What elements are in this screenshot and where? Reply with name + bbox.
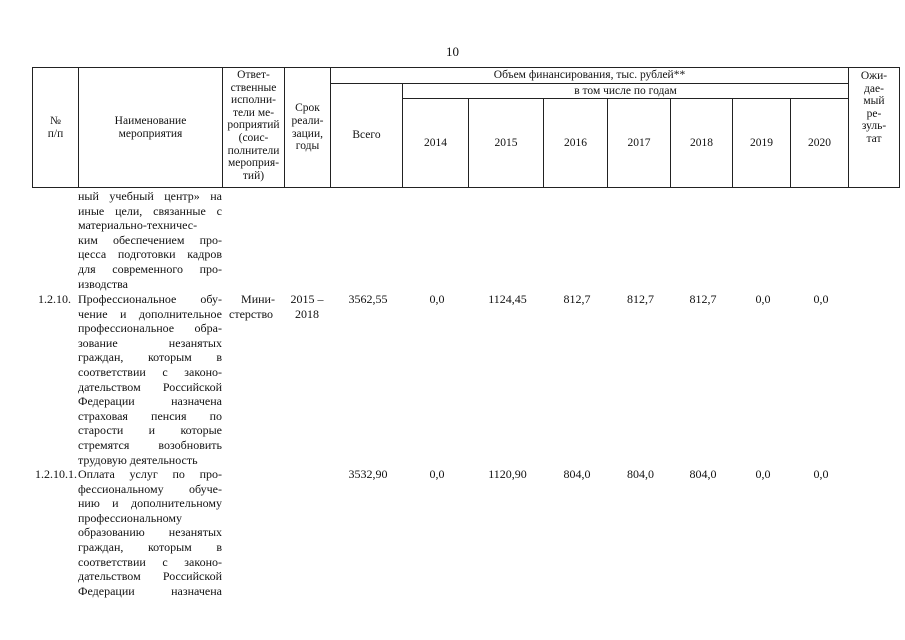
header-name: Наименование мероприятия — [79, 68, 223, 188]
header-term: Срок реали- зации, годы — [285, 68, 331, 188]
header-by-years: в том числе по годам — [403, 84, 849, 99]
row-responsible: Мини- стерство — [229, 292, 275, 321]
row-name: Оплата услуг по про- фессиональному обуче- нию и дополнительному профессиональному образованию незанятых граждан, которым в соответствии с законо- дательством Российской Федерации назначена — [78, 467, 222, 598]
row-2020: 0,0 — [813, 467, 829, 481]
header-year-2018: 2018 — [671, 99, 733, 188]
row-number: 1.2.10. — [38, 292, 71, 306]
row-2015: 1120,90 — [488, 467, 527, 481]
header-year-2017: 2017 — [608, 99, 671, 188]
header-year-2015: 2015 — [469, 99, 544, 188]
row-2020: 0,0 — [813, 292, 829, 306]
row-2017: 804,0 — [627, 467, 654, 481]
row-2019: 0,0 — [755, 467, 771, 481]
row-number: 1.2.10.1. — [35, 467, 77, 481]
row-2018: 812,7 — [689, 292, 717, 306]
header-year-2016: 2016 — [544, 99, 608, 188]
row-name: Профессиональное обу- чение и дополнительное профессиональное обра- зование незанятых граждан, которым в соответствии с законо- дательством Российской Федерации назначена страховая пенсия по старости и которые стремятся возобновить трудовую деятельность — [78, 292, 222, 467]
row-2016: 804,0 — [563, 467, 591, 481]
continuation-text: ный учебный центр» на иные цели, связанные с материально-техничес- ким обеспечением про- цесса подготовки кадров для современного про- изводства — [78, 189, 222, 291]
row-total: 3532,90 — [348, 467, 388, 481]
row-2017: 812,7 — [627, 292, 654, 306]
header-total: Всего — [331, 84, 403, 188]
row-term: 2015 – 2018 — [290, 292, 324, 321]
header-year-2019: 2019 — [733, 99, 791, 188]
page-number: 10 — [446, 44, 459, 59]
row-2014: 0,0 — [429, 467, 445, 481]
header-responsible: Ответ- ственные исполни- тели ме- роприятий (соис- полнители мероприя- тий) — [223, 68, 285, 188]
header-num: № п/п — [33, 68, 79, 188]
row-2014: 0,0 — [429, 292, 445, 306]
header-year-2014: 2014 — [403, 99, 469, 188]
row-2015: 1124,45 — [488, 292, 527, 306]
header-result: Ожи- дае- мый ре- зуль- тат — [849, 68, 900, 188]
row-2018: 804,0 — [689, 467, 717, 481]
header-funding: Объем финансирования, тыс. рублей** — [331, 68, 849, 84]
header-year-2020: 2020 — [791, 99, 849, 188]
row-2016: 812,7 — [563, 292, 591, 306]
row-total: 3562,55 — [348, 292, 388, 306]
row-2019: 0,0 — [755, 292, 771, 306]
